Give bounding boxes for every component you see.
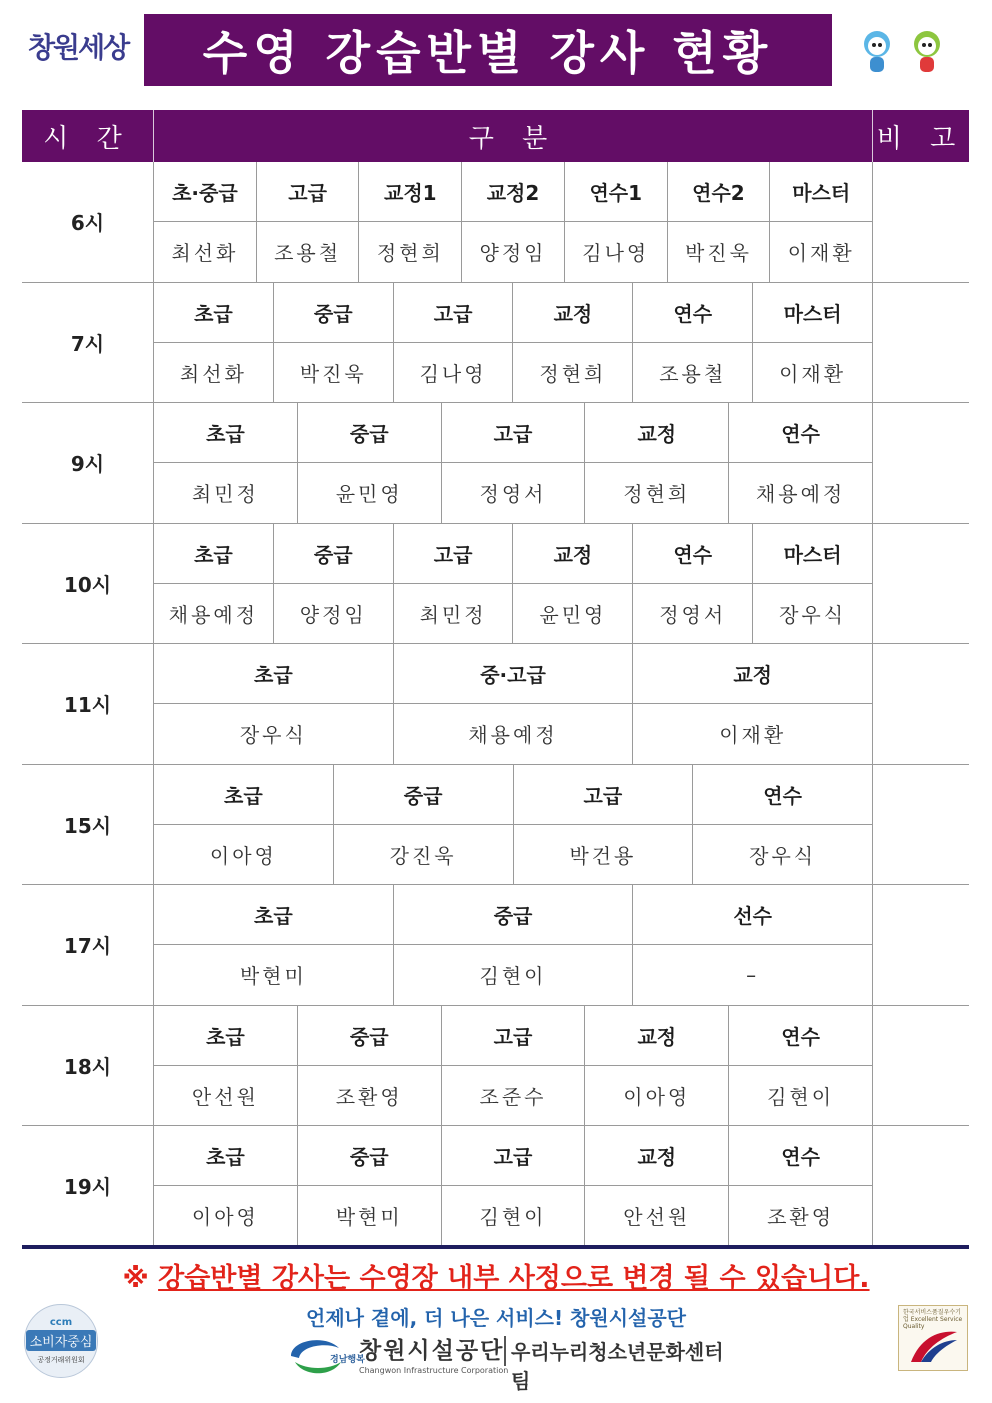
class-level: 교정	[584, 1126, 728, 1185]
class-level: 초급	[194, 542, 233, 567]
bottom-divider	[22, 1245, 969, 1249]
instructor-name: 이재환	[752, 343, 872, 402]
instructor-name: 채용예정	[393, 704, 633, 763]
instructor-name: 조환영	[728, 1186, 872, 1245]
ccm-label: ccm	[49, 1317, 73, 1328]
table-row	[22, 1126, 969, 1247]
class-level: 교정	[584, 1006, 728, 1065]
level-row	[154, 403, 872, 462]
class-level: 연수	[632, 283, 752, 342]
ksq-emblem-icon	[907, 1326, 961, 1366]
class-level: 선수	[632, 885, 872, 944]
instructor-name: 박현미	[297, 1186, 441, 1245]
note-cell	[873, 885, 969, 1005]
class-level: 고급	[441, 1006, 585, 1065]
class-cells	[154, 765, 873, 885]
instructor-name: 김현이	[441, 1186, 585, 1245]
class-level: 고급	[256, 162, 359, 221]
class-level: 연수	[728, 403, 872, 462]
table-row	[22, 403, 969, 524]
class-cells	[154, 524, 873, 644]
instructor-name: 윤민영	[512, 584, 632, 643]
corporation-logo	[285, 1328, 725, 1393]
instructor-name: 정영서	[632, 584, 752, 643]
instructor-name: 정현희	[512, 343, 632, 402]
class-level: 중급	[273, 283, 393, 342]
instructor-name: 이아영	[209, 843, 277, 868]
time-slot: 19시	[22, 1126, 154, 1246]
instructor-name: 양정임	[273, 584, 393, 643]
class-level: 초·중급	[172, 181, 238, 206]
corp-separator	[504, 1336, 506, 1366]
level-row	[154, 885, 872, 944]
change-notice	[0, 1256, 992, 1295]
instructor-row	[154, 703, 872, 763]
instructor-name: 강진욱	[333, 825, 513, 884]
note-cell	[873, 644, 969, 764]
class-level: 교정	[632, 644, 872, 703]
class-level: 연수1	[564, 162, 667, 221]
ccm-main-label: 소비자중심	[26, 1330, 97, 1351]
instructor-name: 이아영	[584, 1066, 728, 1125]
class-level: 마스터	[752, 524, 872, 583]
instructor-name: 윤민영	[297, 463, 441, 522]
class-level: 초급	[206, 422, 245, 447]
class-level: 교정2	[461, 162, 564, 221]
class-cells	[154, 885, 873, 1005]
page-title-banner	[144, 14, 832, 86]
instructor-name: 조준수	[441, 1066, 585, 1125]
class-cells	[154, 162, 873, 282]
table-row	[22, 524, 969, 645]
class-level: 초급	[254, 904, 293, 929]
table-header-row	[22, 110, 969, 162]
class-level: 중급	[297, 1126, 441, 1185]
instructor-name: –	[632, 945, 872, 1004]
class-cells	[154, 644, 873, 764]
table-row	[22, 885, 969, 1006]
instructor-name: 채용예정	[728, 463, 872, 522]
table-row	[22, 765, 969, 886]
instructor-name: 최민정	[393, 584, 513, 643]
instructor-row	[154, 462, 872, 522]
instructor-name: 조용철	[632, 343, 752, 402]
time-slot: 11시	[22, 644, 154, 764]
instructor-name: 김현이	[393, 945, 633, 1004]
class-level: 중급	[273, 524, 393, 583]
note-cell	[873, 162, 969, 282]
instructor-name: 김나영	[393, 343, 513, 402]
table-row	[22, 1006, 969, 1127]
class-level: 중·고급	[393, 644, 633, 703]
instructor-name: 안선원	[191, 1084, 259, 1109]
table-body	[22, 162, 969, 1247]
header-time: 시 간	[22, 110, 154, 162]
class-level: 연수	[728, 1006, 872, 1065]
class-level: 마스터	[752, 283, 872, 342]
class-level: 고급	[441, 403, 585, 462]
level-row	[154, 524, 872, 583]
note-cell	[873, 1126, 969, 1246]
instructor-row	[154, 1185, 872, 1245]
time-slot: 6시	[22, 162, 154, 282]
table-row	[22, 283, 969, 404]
class-level: 교정	[584, 403, 728, 462]
class-level: 교정	[512, 524, 632, 583]
instructor-name: 최선화	[179, 361, 247, 386]
time-slot: 18시	[22, 1006, 154, 1126]
table-row	[22, 162, 969, 283]
instructor-name: 박진욱	[273, 343, 393, 402]
corp-english-name: Changwon Infrastructure Corporation	[359, 1366, 509, 1375]
instructor-name: 장우식	[239, 723, 307, 748]
service-quality-badge	[898, 1305, 968, 1371]
corp-tag: 경남행복	[330, 1355, 365, 1365]
level-row	[154, 283, 872, 342]
instructor-row	[154, 824, 872, 884]
instructor-name: 박진욱	[667, 222, 770, 281]
note-cell	[873, 765, 969, 885]
level-row	[154, 765, 872, 824]
note-cell	[873, 403, 969, 523]
instructor-name: 박현미	[239, 964, 307, 989]
instructor-name: 김나영	[564, 222, 667, 281]
class-level: 교정1	[358, 162, 461, 221]
team-name: 우리누리청소년문화센터팀	[511, 1340, 724, 1393]
class-cells	[154, 403, 873, 523]
table-row	[22, 644, 969, 765]
class-level: 초급	[206, 1024, 245, 1049]
instructor-schedule-table	[22, 110, 969, 1247]
instructor-name: 정영서	[441, 463, 585, 522]
class-level: 중급	[297, 1006, 441, 1065]
class-level: 초급	[254, 663, 293, 688]
time-slot: 10시	[22, 524, 154, 644]
class-level: 초급	[194, 301, 233, 326]
instructor-name: 안선원	[584, 1186, 728, 1245]
corp-name: 창원시설공단	[359, 1338, 505, 1364]
level-row	[154, 1006, 872, 1065]
time-slot: 9시	[22, 403, 154, 523]
class-level: 중급	[393, 885, 633, 944]
header-category: 구 분	[154, 110, 873, 162]
time-slot: 15시	[22, 765, 154, 885]
instructor-name: 이아영	[191, 1205, 259, 1230]
instructor-name: 조환영	[297, 1066, 441, 1125]
class-level: 연수	[632, 524, 752, 583]
class-level: 연수2	[667, 162, 770, 221]
mascot-characters-icon	[855, 26, 955, 78]
class-level: 연수	[692, 765, 872, 824]
notice-mark: ※	[122, 1263, 149, 1294]
logo-text: 창원세상	[28, 31, 129, 64]
instructor-name: 이재환	[769, 222, 872, 281]
instructor-name: 채용예정	[168, 602, 259, 627]
class-level: 마스터	[769, 162, 872, 221]
instructor-name: 양정임	[461, 222, 564, 281]
instructor-row	[154, 583, 872, 643]
instructor-name: 최민정	[191, 482, 259, 507]
class-level: 고급	[393, 283, 513, 342]
note-cell	[873, 1006, 969, 1126]
class-level: 고급	[513, 765, 693, 824]
header-note: 비 고	[876, 123, 966, 154]
class-level: 중급	[297, 403, 441, 462]
instructor-name: 장우식	[692, 825, 872, 884]
level-row	[154, 162, 872, 221]
class-cells	[154, 1126, 873, 1246]
instructor-name: 박건용	[513, 825, 693, 884]
instructor-row	[154, 1065, 872, 1125]
instructor-row	[154, 221, 872, 281]
class-cells	[154, 283, 873, 403]
footer-slogan: 언제나 곁에, 더 나은 서비스! 창원시설공단	[306, 1306, 686, 1330]
instructor-row	[154, 944, 872, 1004]
instructor-name: 김현이	[728, 1066, 872, 1125]
notice-text: 강습반별 강사는 수영장 내부 사정으로 변경 될 수 있습니다.	[158, 1263, 870, 1294]
time-slot: 17시	[22, 885, 154, 1005]
class-level: 초급	[224, 783, 263, 808]
class-level: 중급	[333, 765, 513, 824]
class-level: 고급	[441, 1126, 585, 1185]
instructor-row	[154, 342, 872, 402]
time-slot: 7시	[22, 283, 154, 403]
class-level: 고급	[393, 524, 513, 583]
level-row	[154, 644, 872, 703]
note-cell	[873, 283, 969, 403]
instructor-name: 조용철	[256, 222, 359, 281]
changwon-world-logo	[28, 24, 138, 72]
page-title: 수영 강습반별 강사 현황	[202, 26, 774, 80]
instructor-name: 정현희	[358, 222, 461, 281]
note-cell	[873, 524, 969, 644]
class-level: 교정	[512, 283, 632, 342]
ksq-label: 한국서비스품질우수기업 Excellent Service Quality	[903, 1309, 963, 1330]
class-cells	[154, 1006, 873, 1126]
ccm-org-label: 공정거래위원회	[37, 1356, 85, 1364]
class-level: 초급	[206, 1145, 245, 1170]
instructor-name: 정현희	[584, 463, 728, 522]
instructor-name: 최선화	[171, 241, 239, 266]
level-row	[154, 1126, 872, 1185]
class-level: 연수	[728, 1126, 872, 1185]
instructor-name: 장우식	[752, 584, 872, 643]
instructor-name: 이재환	[632, 704, 872, 763]
